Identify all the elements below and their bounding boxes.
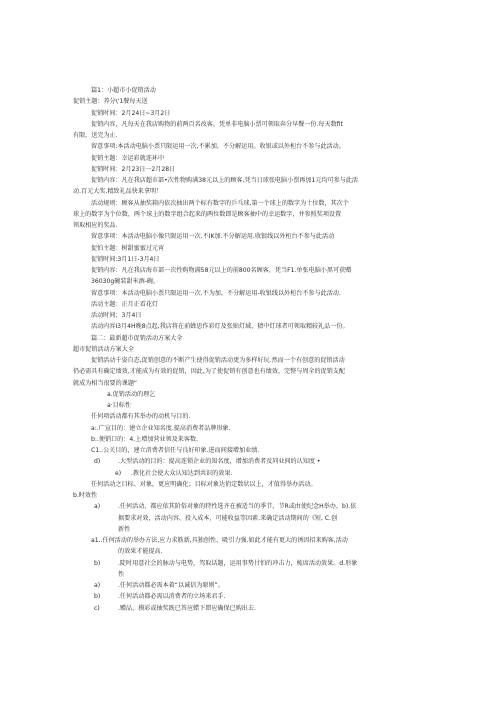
line-text: 促销内容：凡在我店海市部一次性购物满58元以上的前800名顾客，凭当F1.单张电脑小黑可获赠 — [91, 267, 352, 274]
line-text: 的效果才能提高. — [118, 548, 163, 556]
line-text: b:.便销口的：4.上增加营业领及来客数. — [91, 435, 199, 443]
text-line — [0, 558, 500, 569]
text-line — [0, 569, 500, 580]
line-text: .任何活动都必需本着“以诚信为原则”。 — [118, 582, 224, 589]
line-text: C1..公关目的，建立消费者信任与良好印象.进而间接增加业绩. — [91, 447, 260, 454]
text-line — [0, 434, 500, 445]
line-text: 活动时间；3月4日 — [91, 312, 142, 319]
line-text: .陡时用意社会的脉动与电势，驾取话题，运用事势甘怕的冲击力，梳席活动效果。d.形象 — [118, 559, 358, 567]
line-text: 有限，送完为止. — [73, 132, 118, 139]
line-text: b.时效性 — [73, 492, 98, 499]
list-marker: c) — [94, 604, 100, 612]
text-line — [0, 220, 500, 231]
line-text: 促销时间：2月23日一2月28日 — [91, 165, 176, 173]
text-line — [0, 389, 500, 400]
line-text: 促销时间:3月1日-3月4日 — [91, 255, 160, 263]
text-line — [0, 108, 500, 119]
line-text: 新性 — [118, 525, 131, 533]
line-text: 促销主题：幸运彩就连环中 — [91, 154, 165, 162]
line-text: 任何活动之目标、对象，更应明确化；目标对象达俏定数状以上，才值得举办活动。 — [91, 480, 317, 488]
text-line — [0, 198, 500, 209]
text-line — [0, 231, 500, 242]
line-text: a1..任何活动的举办方法,应力求筋新,具独创性、吸引力强.如此才能有更大的诱因招来购客,活动 — [91, 537, 348, 544]
line-text: a.促销活动的理乞 — [107, 390, 156, 398]
line-text: 促销时间：2月24日~3月2日 — [91, 109, 171, 117]
text-line — [0, 333, 500, 344]
text-line — [0, 130, 500, 141]
line-text: 留意事项：本活动电脑小票只限运用一次.不为加，不分解运用-收银线以外柜台不参与此活动. — [91, 289, 341, 297]
line-text: 36030g碗装甜米酒-碗。 — [91, 278, 160, 286]
line-text: 促销内容，凡每天在我店购物的前两百名改客，凭单非电脑小票可领取奔分早餐一份.每天数fit — [91, 120, 343, 128]
text-line — [0, 153, 500, 164]
text-line — [0, 265, 500, 276]
text-line — [0, 580, 500, 591]
line-text: a·目标性 — [107, 402, 131, 409]
line-text: 据要求对效，活动内容、投入成本，可能收益等因素.来确定活动期间的《短, C.创 — [118, 514, 338, 522]
text-line — [0, 209, 500, 220]
line-text: .教化社会使大众认知达到共识的效果. — [131, 469, 233, 477]
line-text: .任何活动都必需以消费者的立场来君手. — [118, 593, 226, 601]
text-line — [0, 456, 500, 467]
line-text: 促销主题：养分\'1餐每天送 — [73, 98, 148, 106]
list-marker: e) — [115, 469, 122, 477]
line-text: 活动规则：顾客从抽奖箱内依次抽出两个标有数字的乒乓球,第一个球上的数字为十位数，其次个 — [91, 199, 349, 207]
text-line — [0, 85, 500, 96]
text-line — [0, 288, 500, 299]
text-line — [0, 411, 500, 422]
line-text: 性 — [118, 570, 125, 578]
line-text: 仍必需具有确定绩效,才能成为有效的促销，因此,为了使促销有创意也有绩效，完整与周全的促销支配 — [73, 368, 345, 376]
line-text: 篇二：最新超市促销活动方案大全 — [91, 334, 183, 342]
line-text: .赠品、摸彩或抽奖既已答应蜡下即应确保已购出去. — [118, 604, 256, 612]
text-line — [0, 479, 500, 490]
text-line — [0, 355, 500, 366]
line-text: 活动内容I3月4H晚8点起,我店将在前蜂思作彩灯及张贴灯域，猜中灯球者可领取精较礼品一份。 — [91, 323, 349, 331]
text-line — [0, 490, 500, 501]
text-line — [0, 445, 500, 456]
text-line — [0, 501, 500, 512]
line-text: 促销内容：凡在我店超市部•次性物购满38元以上的顾客,凭当日球张电脑小票再加1元均可参与此活 — [91, 177, 359, 184]
text-line — [0, 603, 500, 614]
list-marker: b) — [94, 593, 101, 601]
text-line — [0, 366, 500, 377]
text-line — [0, 310, 500, 321]
text-line — [0, 243, 500, 254]
text-line — [0, 164, 500, 175]
text-line — [0, 175, 500, 186]
list-marker: d) — [94, 458, 101, 466]
text-line — [0, 119, 500, 130]
line-text: 篇1：小超市小促销活动 — [91, 87, 156, 94]
list-marker: b) — [94, 559, 101, 567]
line-text: 就成为相当很要的课题“ — [73, 379, 138, 387]
line-text: 球上的数字为个位数，两个球上的数字组合起来的两位数即是顾客抽中的幸运数字，并参照奖项设置 — [73, 210, 342, 218]
text-line — [0, 546, 500, 557]
line-text: 动.百元大奖.精致礼品快来拿明！ — [73, 188, 163, 196]
text-line — [0, 344, 500, 355]
line-text: 促怕主题：树甜蜜蜜过元宵 — [91, 244, 165, 252]
line-text: .大型活动的目的：提高连锁企业的知名度，增加消费者及同业间的认知度 • — [118, 458, 321, 466]
list-marker: a) — [94, 582, 101, 589]
line-text: 留意事项:本活动电脑小票只限运用一次,不累加，不分解运用。收银或以外柜台不参与此活动。 — [91, 143, 345, 151]
text-line — [0, 378, 500, 389]
text-line — [0, 400, 500, 411]
text-line — [0, 321, 500, 332]
text-line — [0, 591, 500, 602]
line-text: 领取相应的奖品. — [73, 222, 118, 229]
text-line — [0, 423, 500, 434]
line-text: 促销活动千姿自态,促销创意的不断产生使得促销活动更为多样好玩.然而一个有创意的促销活动 — [91, 357, 345, 364]
text-line — [0, 535, 500, 546]
text-line — [0, 276, 500, 287]
text-line — [0, 96, 500, 107]
line-text: 活动主题：正月正看花灯 — [91, 300, 159, 308]
line-text: a:.广宣目的：建立企业知名度.提高消费者品牌形象. — [91, 424, 231, 432]
text-line — [0, 186, 500, 197]
text-line — [0, 524, 500, 535]
line-text: 留意事项：本活动电脑小像只限运用一次.不IK加.不分解运用.收银线以外柜台不参与此活动 — [91, 233, 335, 241]
text-line — [0, 254, 500, 265]
text-line — [0, 141, 500, 152]
line-text: 超市促销活动方案大全 — [73, 345, 134, 353]
text-line — [0, 299, 500, 310]
line-text: 任何项活动都有其举办的动机与目的. — [91, 413, 191, 421]
text-line — [0, 468, 500, 479]
line-text: .任何活动，都应依其阶俗对象的特性选齐在被适当的季节、节R或由使纪念H举办，b).依 — [118, 503, 357, 511]
list-marker: a) — [94, 503, 101, 511]
text-line — [0, 513, 500, 524]
